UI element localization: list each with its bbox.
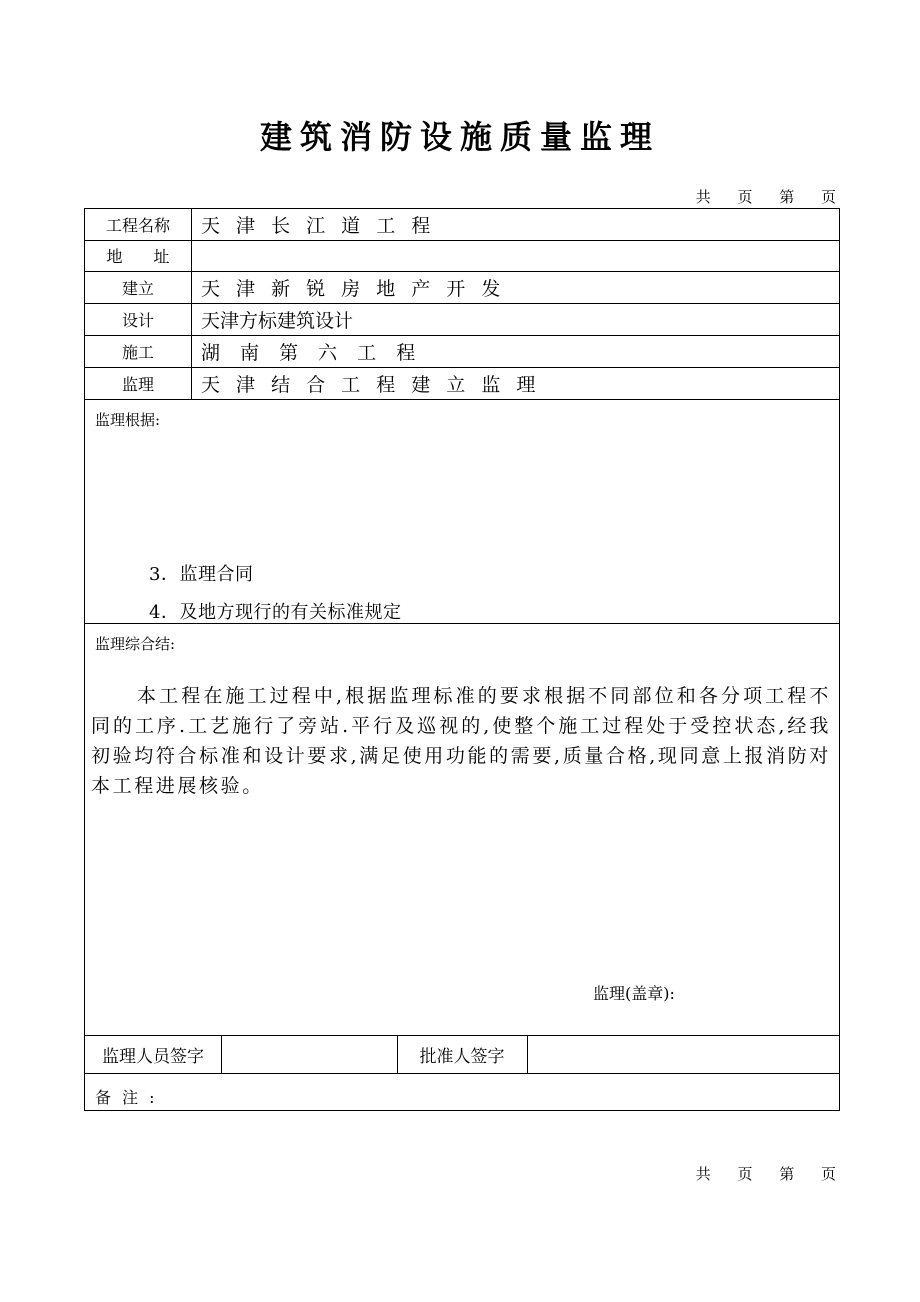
supervisor-signature-label: 监理人员签字 bbox=[102, 1046, 204, 1067]
address-value bbox=[191, 240, 839, 271]
seal-label: 监理(盖章): bbox=[593, 984, 675, 1003]
supervision-value: 天 津 结 合 工 程 建 立 监 理 bbox=[201, 373, 541, 396]
row-divider bbox=[85, 1073, 839, 1074]
design-value: 天津方标建筑设计 bbox=[201, 309, 354, 332]
project-name-label: 工程名称 bbox=[105, 216, 170, 235]
basis-item: 4．及地方现行的有关标准规定 bbox=[149, 602, 402, 623]
summary-label: 监理综合结: bbox=[95, 635, 176, 653]
design-label: 设计 bbox=[121, 310, 154, 330]
build-value: 湖 南 第 六 工 程 bbox=[201, 341, 423, 364]
page-count-top: 共 页 第 页 bbox=[695, 188, 836, 206]
basis-label: 监理根据: bbox=[95, 411, 161, 429]
supervision-label: 监理 bbox=[121, 374, 154, 394]
summary-text: 本工程在施工过程中,根据监理标准的要求根据不同部位和各分项工程不同的工序.工艺施行了旁站.平行及巡视的,使整个施工过程处于受控状态,经我初验均符合标准和设计要求,满足使用功能的需要,质量合格,现同意上报消防对本工程进展核验。 bbox=[91, 685, 831, 797]
row-divider bbox=[85, 399, 839, 400]
approver-signature-label: 批准人签字 bbox=[419, 1046, 505, 1067]
page-count-bottom: 共 页 第 页 bbox=[695, 1165, 836, 1183]
basis-item: 3．监理合同 bbox=[149, 564, 254, 585]
build-label: 施工 bbox=[121, 342, 154, 362]
remarks-label: 备 注 : bbox=[95, 1088, 158, 1107]
address-label: 地 址 bbox=[106, 247, 170, 266]
summary-section bbox=[85, 623, 839, 1035]
project-name-value: 天 津 长 江 道 工 程 bbox=[201, 215, 436, 237]
approver-signature-field[interactable] bbox=[527, 1035, 839, 1073]
supervision-form bbox=[84, 208, 840, 1111]
construction-label: 建立 bbox=[121, 278, 154, 298]
page-title: 建筑消防设施质量监理 bbox=[259, 118, 660, 156]
supervisor-signature-field[interactable] bbox=[221, 1035, 397, 1073]
construction-value: 天 津 新 锐 房 地 产 开 发 bbox=[201, 277, 506, 300]
